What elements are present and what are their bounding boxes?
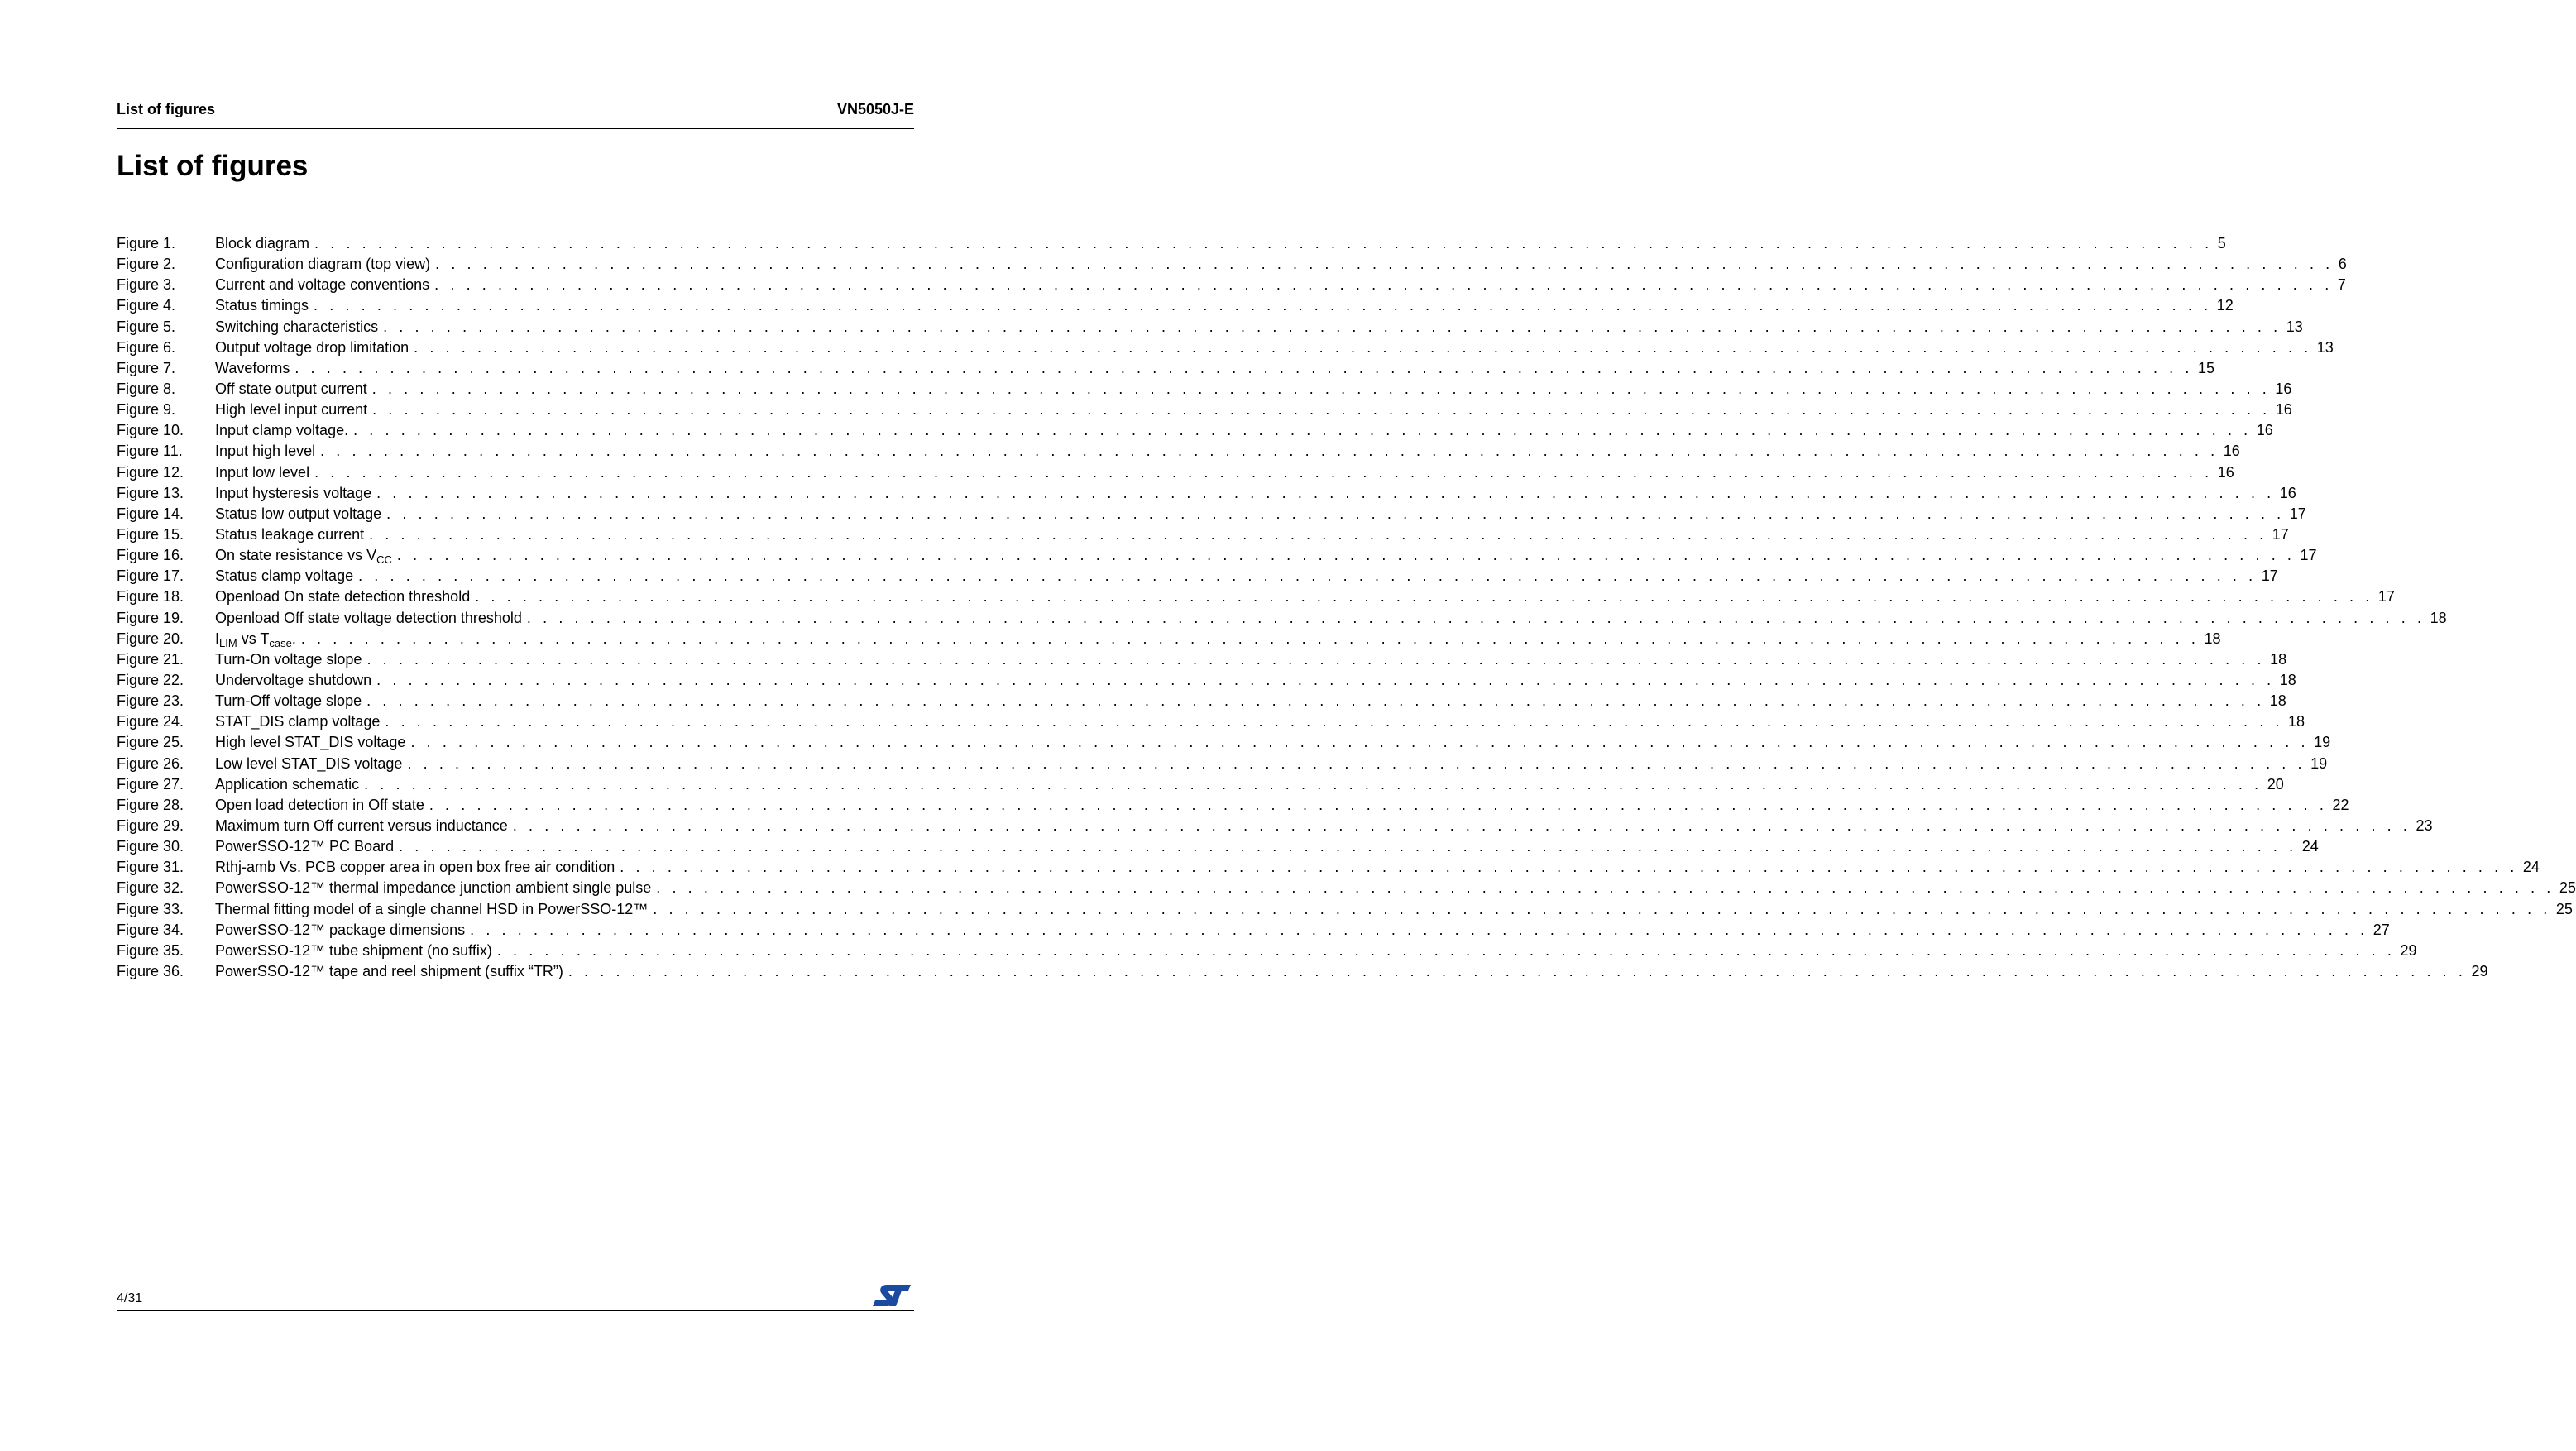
figure-entry: [215, 317, 2303, 338]
dot-leader: . . . . . . . . . . . . . . . . . . . . . . . . . . . . . . . . . . . . . . . . . . . . . . . . . . . . . . . . . . . . . . . . . . . . . . . . . . . . . . . . . . . . . . . . . . . . . . . . . . . . . . . . . . . . . . . . . . . . . . . .: [567, 962, 2467, 979]
figure-entry: [215, 899, 2573, 920]
figure-title[interactable]: [215, 233, 309, 254]
figure-list-item[interactable]: [117, 649, 2287, 670]
figure-title[interactable]: [215, 878, 651, 898]
figure-title[interactable]: [215, 836, 394, 857]
figure-number: Figure 19.: [117, 609, 184, 626]
figure-title[interactable]: [215, 587, 470, 607]
dot-leader: . . . . . . . . . . . . . . . . . . . . . . . . . . . . . . . . . . . . . . . . . . . . . . . . . . . . . . . . . . . . . . . . . . . . . . . . . . . . . . . . . . . . . . . . . . . . . . . . . . . . . . . . . . . . . . . . . . . . . . . .: [314, 297, 2212, 314]
figure-page-number[interactable]: 24: [2522, 859, 2540, 876]
figure-title[interactable]: [215, 400, 367, 420]
figure-page-number[interactable]: 27: [2373, 921, 2390, 938]
figure-number: Figure 13.: [117, 484, 184, 501]
figure-entry: [215, 836, 2319, 857]
figure-title-text: I: [215, 630, 220, 647]
figure-title-text: Input hysteresis voltage: [215, 484, 372, 501]
figure-page-number[interactable]: 12: [2216, 297, 2234, 314]
figure-page-number[interactable]: 16: [2217, 463, 2234, 481]
dot-leader: . . . . . . . . . . . . . . . . . . . . . . . . . . . . . . . . . . . . . . . . . . . . . . . . . . . . . . . . . . . . . . . . . . . . . . . . . . . . . . . . . . . . . . . . . . . . . . . . . . . . . . . . . . . . . . . . . . . . . . . .: [314, 463, 2213, 481]
figure-title-text: Status leakage current: [215, 525, 365, 543]
dot-leader: . . . . . . . . . . . . . . . . . . . . . . . . . . . . . . . . . . . . . . . . . . . . . . . . . . . . . . . . . . . . . . . . . . . . . . . . . . . . . . . . . . . . . . . . . . . . . . . . . . . . . . . . . . . . . . . . . . . . . . . .: [429, 796, 2328, 813]
figure-entry: [215, 233, 2226, 254]
figure-title-text: Status timings: [215, 297, 309, 314]
figure-list-item[interactable]: [117, 317, 2303, 338]
figure-title[interactable]: [215, 608, 522, 629]
figure-entry: [215, 795, 2349, 816]
figure-list-item[interactable]: [117, 670, 2296, 691]
dot-leader: . . . . . . . . . . . . . . . . . . . . . . . . . . . . . . . . . . . . . . . . . . . . . . . . . . . . . . . . . . . . . . . . . . . . . . . . . . . . . . . . . . . . . . . . . . . . . . . . . . . . . . . . . . . . . . . . . . . . . . . .: [475, 588, 2373, 606]
figure-title-text: .: [291, 630, 296, 647]
figure-list-item[interactable]: [117, 254, 2347, 275]
figure-list-item[interactable]: [117, 545, 2317, 567]
figure-list-item[interactable]: [117, 795, 2349, 816]
figure-title[interactable]: [215, 317, 378, 338]
figure-title-text: PowerSSO-12™ tube shipment (no suffix): [215, 941, 492, 959]
figure-title[interactable]: [215, 338, 409, 358]
figure-list-item[interactable]: [117, 275, 2346, 295]
figure-title[interactable]: [215, 754, 402, 774]
dot-leader: . . . . . . . . . . . . . . . . . . . . . . . . . . . . . . . . . . . . . . . . . . . . . . . . . . . . . . . . . . . . . . . . . . . . . . . . . . . . . . . . . . . . . . . . . . . . . . . . . . . . . . . . . . . . . . . . . . . . . . . .: [653, 900, 2551, 917]
figure-list-item[interactable]: [117, 961, 2488, 982]
figure-title-text: PowerSSO-12™ tape and reel shipment (suffix “TR”): [215, 962, 563, 979]
figure-title[interactable]: [215, 629, 296, 649]
figure-title-text: High level input current: [215, 401, 368, 419]
figure-entry: [215, 295, 2234, 316]
figure-entry: [215, 254, 2347, 275]
figure-entry: [215, 566, 2278, 587]
figure-title-subscript: case: [269, 636, 292, 649]
dot-leader: . . . . . . . . . . . . . . . . . . . . . . . . . . . . . . . . . . . . . . . . . . . . . . . . . . . . . . . . . . . . . . . . . . . . . . . . . . . . . . . . . . . . . . . . . . . . . . . . . . . . . . . . . . . . . . . . . . . . . . . .: [369, 525, 2267, 543]
figure-list-item[interactable]: [117, 566, 2278, 587]
figure-entry: [215, 524, 2289, 545]
figure-title-text: PowerSSO-12™ thermal impedance junction ambient single pulse: [215, 879, 652, 897]
figure-title-text: On state resistance vs V: [215, 547, 377, 564]
dot-leader: . . . . . . . . . . . . . . . . . . . . . . . . . . . . . . . . . . . . . . . . . . . . . . . . . . . . . . . . . . . . . . . . . . . . . . . . . . . . . . . . . . . . . . . . . . . . . . . . . . . . . . . . . . . . . . . . . . . . . . . .: [366, 650, 2266, 668]
figure-number: Figure 30.: [117, 838, 184, 855]
figure-entry: [215, 504, 2306, 524]
figure-page-number[interactable]: 6: [2338, 256, 2347, 273]
dot-leader: . . . . . . . . . . . . . . . . . . . . . . . . . . . . . . . . . . . . . . . . . . . . . . . . . . . . . . . . . . . . . . . . . . . . . . . . . . . . . . . . . . . . . . . . . . . . . . . . . . . . . . . . . . . . . . . . . . . . . . . .: [496, 941, 2396, 959]
figure-page-number[interactable]: 18: [2430, 609, 2447, 626]
figure-list-item[interactable]: [117, 587, 2395, 607]
figure-title[interactable]: [215, 816, 508, 836]
figure-list-item[interactable]: [117, 857, 2540, 878]
dot-leader: . . . . . . . . . . . . . . . . . . . . . . . . . . . . . . . . . . . . . . . . . . . . . . . . . . . . . . . . . . . . . . . . . . . . . . . . . . . . . . . . . . . . . . . . . . . . . . . . . . . . . . . . . . . . . . . . . . . . . . . .: [396, 547, 2296, 564]
figure-entry: [215, 649, 2287, 670]
figure-page-number[interactable]: 17: [2289, 505, 2306, 522]
figure-number: Figure 29.: [117, 816, 184, 834]
figure-page-number[interactable]: 16: [2256, 422, 2273, 439]
figure-title[interactable]: [215, 295, 309, 316]
figure-page-number[interactable]: 23: [2416, 816, 2433, 834]
figure-number: Figure 34.: [117, 921, 184, 938]
page-title: List of figures: [117, 150, 309, 182]
figure-number: Figure 8.: [117, 380, 176, 397]
figure-list-item[interactable]: [117, 441, 2240, 462]
figure-entry: [215, 629, 2221, 649]
dot-leader: . . . . . . . . . . . . . . . . . . . . . . . . . . . . . . . . . . . . . . . . . . . . . . . . . . . . . . . . . . . . . . . . . . . . . . . . . . . . . . . . . . . . . . . . . . . . . . . . . . . . . . . . . . . . . . . . . . . . . . . .: [434, 276, 2333, 294]
figure-list-item[interactable]: [117, 732, 2331, 753]
figure-page-number[interactable]: 16: [2279, 484, 2296, 501]
figure-entry: [215, 545, 2317, 567]
figure-title-text: Status clamp voltage: [215, 567, 354, 585]
figure-number: Figure 11.: [117, 443, 183, 460]
figure-list-item[interactable]: [117, 338, 2334, 358]
figure-entry: [215, 400, 2292, 420]
figure-title[interactable]: [215, 275, 429, 295]
figure-page-number[interactable]: 20: [2267, 775, 2284, 793]
figure-title-text: Block diagram: [215, 235, 310, 251]
figure-number: Figure 1.: [117, 235, 176, 251]
figure-title-text: Off state output current: [215, 380, 367, 397]
figure-number: Figure 25.: [117, 734, 184, 751]
figure-list-item[interactable]: [117, 711, 2305, 732]
figure-title[interactable]: [215, 462, 309, 483]
figure-title[interactable]: [215, 774, 359, 795]
figure-page-number[interactable]: 18: [2270, 650, 2287, 668]
figure-title-text: High level STAT_DIS voltage: [215, 734, 406, 751]
figure-number: Figure 32.: [117, 879, 184, 897]
figure-title[interactable]: [215, 649, 362, 670]
figure-entry: [215, 483, 2296, 504]
dot-leader: . . . . . . . . . . . . . . . . . . . . . . . . . . . . . . . . . . . . . . . . . . . . . . . . . . . . . . . . . . . . . . . . . . . . . . . . . . . . . . . . . . . . . . . . . . . . . . . . . . . . . . . . . . . . . . . . . . . . . . . .: [386, 505, 2285, 522]
figure-entry: [215, 732, 2331, 753]
figure-title-text: Switching characteristics: [215, 318, 379, 335]
figure-entry: [215, 670, 2296, 691]
figure-page-number[interactable]: 18: [2279, 671, 2296, 688]
figure-list-item[interactable]: [117, 462, 2234, 483]
figure-entry: [215, 587, 2395, 607]
figure-number: Figure 12.: [117, 463, 184, 481]
dot-leader: . . . . . . . . . . . . . . . . . . . . . . . . . . . . . . . . . . . . . . . . . . . . . . . . . . . . . . . . . . . . . . . . . . . . . . . . . . . . . . . . . . . . . . . . . . . . . . . . . . . . . . . . . . . . . . . . . . . . . . . .: [376, 671, 2275, 688]
dot-leader: . . . . . . . . . . . . . . . . . . . . . . . . . . . . . . . . . . . . . . . . . . . . . . . . . . . . . . . . . . . . . . . . . . . . . . . . . . . . . . . . . . . . . . . . . . . . . . . . . . . . . . . . . . . . . . . . . . . . . . . .: [300, 630, 2200, 647]
figure-number: Figure 17.: [117, 567, 184, 585]
dot-leader: . . . . . . . . . . . . . . . . . . . . . . . . . . . . . . . . . . . . . . . . . . . . . . . . . . . . . . . . . . . . . . . . . . . . . . . . . . . . . . . . . . . . . . . . . . . . . . . . . . . . . . . . . . . . . . . . . . . . . . . .: [526, 609, 2425, 626]
figure-number: Figure 10.: [117, 422, 184, 439]
figure-page-number[interactable]: 18: [2288, 713, 2305, 730]
figure-page-number[interactable]: 22: [2332, 796, 2349, 813]
page-footer: [117, 1286, 914, 1311]
figure-page-number[interactable]: 5: [2217, 235, 2226, 251]
figure-number: Figure 33.: [117, 900, 184, 917]
figure-list-item[interactable]: [117, 504, 2306, 524]
figure-number: Figure 15.: [117, 525, 184, 543]
figure-list-item[interactable]: [117, 899, 2573, 920]
dot-leader: . . . . . . . . . . . . . . . . . . . . . . . . . . . . . . . . . . . . . . . . . . . . . . . . . . . . . . . . . . . . . . . . . . . . . . . . . . . . . . . . . . . . . . . . . . . . . . . . . . . . . . . . . . . . . . . . . . . . . . . .: [410, 734, 2310, 751]
figure-number: Figure 4.: [117, 297, 176, 314]
figure-title[interactable]: [215, 566, 353, 587]
figure-number: Figure 3.: [117, 276, 176, 294]
figure-title-text: Input high level: [215, 443, 316, 460]
figure-page-number[interactable]: 19: [2314, 734, 2331, 751]
figure-list-item[interactable]: [117, 754, 2328, 774]
figure-list-item[interactable]: [117, 483, 2296, 504]
figure-list-item[interactable]: [117, 691, 2286, 711]
figure-entry: [215, 608, 2447, 629]
figure-title-text: Openload Off state voltage detection threshold: [215, 609, 522, 626]
figure-number: Figure 26.: [117, 754, 184, 772]
figure-title[interactable]: [215, 483, 371, 504]
figure-title[interactable]: [215, 711, 380, 732]
dot-leader: . . . . . . . . . . . . . . . . . . . . . . . . . . . . . . . . . . . . . . . . . . . . . . . . . . . . . . . . . . . . . . . . . . . . . . . . . . . . . . . . . . . . . . . . . . . . . . . . . . . . . . . . . . . . . . . . . . . . . . . .: [385, 713, 2284, 730]
figure-list-item[interactable]: [117, 524, 2289, 545]
figure-list-item[interactable]: [117, 629, 2221, 649]
figure-list-item[interactable]: [117, 920, 2390, 941]
figure-entry: [215, 711, 2305, 732]
figure-title[interactable]: [215, 899, 648, 920]
figure-number: Figure 18.: [117, 588, 184, 606]
header-doc-id: VN5050J-E: [836, 101, 914, 117]
figure-number: Figure 36.: [117, 962, 184, 979]
dot-leader: . . . . . . . . . . . . . . . . . . . . . . . . . . . . . . . . . . . . . . . . . . . . . . . . . . . . . . . . . . . . . . . . . . . . . . . . . . . . . . . . . . . . . . . . . . . . . . . . . . . . . . . . . . . . . . . . . . . . . . . .: [399, 838, 2297, 855]
figure-title-subscript: CC: [376, 553, 392, 567]
figure-title-text: Current and voltage conventions: [215, 276, 430, 294]
figure-number: Figure 14.: [117, 505, 184, 522]
figure-title[interactable]: [215, 857, 615, 878]
figure-title[interactable]: [215, 254, 430, 275]
figure-entry: [215, 379, 2292, 400]
dot-leader: . . . . . . . . . . . . . . . . . . . . . . . . . . . . . . . . . . . . . . . . . . . . . . . . . . . . . . . . . . . . . . . . . . . . . . . . . . . . . . . . . . . . . . . . . . . . . . . . . . . . . . . . . . . . . . . . . . . . . . . .: [435, 256, 2334, 273]
figure-page-number[interactable]: 18: [2269, 692, 2286, 710]
figure-number: Figure 23.: [117, 692, 184, 710]
figure-title[interactable]: [215, 420, 348, 441]
figure-title[interactable]: [215, 920, 465, 941]
dot-leader: . . . . . . . . . . . . . . . . . . . . . . . . . . . . . . . . . . . . . . . . . . . . . . . . . . . . . . . . . . . . . . . . . . . . . . . . . . . . . . . . . . . . . . . . . . . . . . . . . . . . . . . . . . . . . . . . . . . . . . . .: [366, 692, 2265, 710]
figure-page-number[interactable]: 13: [2286, 318, 2303, 335]
figure-number: Figure 22.: [117, 671, 184, 688]
header-section-title: List of figures: [117, 101, 216, 117]
figure-title[interactable]: [215, 379, 367, 400]
figure-page-number[interactable]: 18: [2204, 630, 2221, 647]
figure-entry: [215, 275, 2346, 295]
figure-number: Figure 9.: [117, 401, 176, 419]
figure-entry: [215, 878, 2576, 898]
dot-leader: . . . . . . . . . . . . . . . . . . . . . . . . . . . . . . . . . . . . . . . . . . . . . . . . . . . . . . . . . . . . . . . . . . . . . . . . . . . . . . . . . . . . . . . . . . . . . . . . . . . . . . . . . . . . . . . . . . . . . . . .: [353, 422, 2252, 439]
figure-title-text: Undervoltage shutdown: [215, 671, 372, 688]
figure-page-number[interactable]: 7: [2337, 276, 2346, 294]
figure-number: Figure 35.: [117, 941, 184, 959]
figure-title[interactable]: [215, 504, 381, 524]
figure-title-text: Configuration diagram (top view): [215, 256, 431, 273]
figure-page-number[interactable]: 19: [2310, 754, 2328, 772]
figure-entry: [215, 441, 2240, 462]
figure-title-text: Maximum turn Off current versus inductance: [215, 816, 508, 834]
figure-list-item[interactable]: [117, 358, 2215, 379]
figure-title[interactable]: [215, 795, 424, 816]
figure-title[interactable]: [215, 691, 362, 711]
figure-title-subscript: LIM: [219, 636, 237, 649]
figure-title[interactable]: [215, 441, 315, 462]
figure-title-text: PowerSSO-12™ PC Board: [215, 838, 395, 855]
figure-title[interactable]: [215, 358, 290, 379]
figure-page-number[interactable]: 16: [2275, 380, 2292, 397]
dot-leader: . . . . . . . . . . . . . . . . . . . . . . . . . . . . . . . . . . . . . . . . . . . . . . . . . . . . . . . . . . . . . . . . . . . . . . . . . . . . . . . . . . . . . . . . . . . . . . . . . . . . . . . . . . . . . . . . . . . . . . . .: [314, 235, 2213, 251]
figure-entry: [215, 816, 2433, 836]
figure-entry: [215, 691, 2286, 711]
dot-leader: . . . . . . . . . . . . . . . . . . . . . . . . . . . . . . . . . . . . . . . . . . . . . . . . . . . . . . . . . . . . . . . . . . . . . . . . . . . . . . . . . . . . . . . . . . . . . . . . . . . . . . . . . . . . . . . . . . . . . . . .: [358, 567, 2257, 585]
figure-entry: [215, 462, 2234, 483]
dot-leader: . . . . . . . . . . . . . . . . . . . . . . . . . . . . . . . . . . . . . . . . . . . . . . . . . . . . . . . . . . . . . . . . . . . . . . . . . . . . . . . . . . . . . . . . . . . . . . . . . . . . . . . . . . . . . . . . . . . . . . . .: [470, 921, 2368, 938]
figure-page-number[interactable]: 16: [2275, 401, 2292, 419]
figure-title-text: Status low output voltage: [215, 505, 382, 522]
figure-page-number[interactable]: 25: [2559, 879, 2576, 897]
figure-title-text: Input low level: [215, 463, 310, 481]
figure-list-item[interactable]: [117, 941, 2417, 961]
dot-leader: . . . . . . . . . . . . . . . . . . . . . . . . . . . . . . . . . . . . . . . . . . . . . . . . . . . . . . . . . . . . . . . . . . . . . . . . . . . . . . . . . . . . . . . . . . . . . . . . . . . . . . . . . . . . . . . . . . . . . . . .: [372, 401, 2271, 419]
figure-title-text: STAT_DIS clamp voltage: [215, 713, 381, 730]
dot-leader: . . . . . . . . . . . . . . . . . . . . . . . . . . . . . . . . . . . . . . . . . . . . . . . . . . . . . . . . . . . . . . . . . . . . . . . . . . . . . . . . . . . . . . . . . . . . . . . . . . . . . . . . . . . . . . . . . . . . . . . .: [407, 754, 2306, 772]
figure-page-number[interactable]: 17: [2377, 588, 2395, 606]
dot-leader: . . . . . . . . . . . . . . . . . . . . . . . . . . . . . . . . . . . . . . . . . . . . . . . . . . . . . . . . . . . . . . . . . . . . . . . . . . . . . . . . . . . . . . . . . . . . . . . . . . . . . . . . . . . . . . . . . . . . . . . .: [320, 443, 2219, 460]
dot-leader: . . . . . . . . . . . . . . . . . . . . . . . . . . . . . . . . . . . . . . . . . . . . . . . . . . . . . . . . . . . . . . . . . . . . . . . . . . . . . . . . . . . . . . . . . . . . . . . . . . . . . . . . . . . . . . . . . . . . . . . .: [620, 859, 2518, 876]
figure-page-number[interactable]: 29: [2471, 962, 2488, 979]
figure-number: Figure 6.: [117, 338, 176, 356]
figure-number: Figure 21.: [117, 650, 184, 668]
figure-title[interactable]: [215, 670, 371, 691]
figure-page-number[interactable]: 17: [2300, 547, 2317, 564]
figure-entry: [215, 420, 2273, 441]
figure-page-number[interactable]: 13: [2316, 338, 2334, 356]
figure-page-number[interactable]: 25: [2555, 900, 2573, 917]
figure-list-item[interactable]: [117, 836, 2319, 857]
figure-list-item[interactable]: [117, 233, 2226, 254]
figure-number: Figure 20.: [117, 630, 184, 647]
figure-entry: [215, 338, 2334, 358]
figure-list-item[interactable]: [117, 774, 2284, 795]
figure-number: Figure 7.: [117, 359, 176, 376]
figure-page-number[interactable]: 15: [2197, 359, 2215, 376]
dot-leader: . . . . . . . . . . . . . . . . . . . . . . . . . . . . . . . . . . . . . . . . . . . . . . . . . . . . . . . . . . . . . . . . . . . . . . . . . . . . . . . . . . . . . . . . . . . . . . . . . . . . . . . . . . . . . . . . . . . . . . . .: [371, 380, 2271, 397]
figure-list-item[interactable]: [117, 816, 2433, 836]
figure-list-item[interactable]: [117, 295, 2234, 316]
figure-title-text: Output voltage drop limitation: [215, 338, 409, 356]
figure-title-text: Openload On state detection threshold: [215, 588, 471, 606]
figure-title-text: Input clamp voltage.: [215, 422, 349, 439]
figure-title-text: Rthj-amb Vs. PCB copper area in open box free air condition: [215, 859, 615, 876]
figure-page-number[interactable]: 16: [2223, 443, 2240, 460]
figure-list-item[interactable]: [117, 608, 2447, 629]
figure-title[interactable]: [215, 961, 563, 982]
figure-entry: [215, 358, 2215, 379]
figure-page-number[interactable]: 17: [2261, 567, 2278, 585]
figure-title-text: Low level STAT_DIS voltage: [215, 754, 403, 772]
figure-entry: [215, 774, 2284, 795]
st-logo-icon: [871, 1283, 912, 1308]
figure-title-text: Waveforms: [215, 359, 290, 376]
figure-entry: [215, 754, 2328, 774]
figure-list: [117, 233, 2576, 982]
figure-entry: [215, 857, 2540, 878]
figure-title-text: Open load detection in Off state: [215, 796, 424, 813]
footer-page-number: 4/31: [117, 1291, 143, 1305]
page-header: [117, 99, 914, 129]
figure-title-text: vs T: [237, 630, 270, 647]
figure-number: Figure 28.: [117, 796, 184, 813]
figure-title[interactable]: [215, 941, 492, 961]
dot-leader: . . . . . . . . . . . . . . . . . . . . . . . . . . . . . . . . . . . . . . . . . . . . . . . . . . . . . . . . . . . . . . . . . . . . . . . . . . . . . . . . . . . . . . . . . . . . . . . . . . . . . . . . . . . . . . . . . . . . . . . .: [376, 484, 2275, 501]
figure-number: Figure 31.: [117, 859, 184, 876]
figure-title-text: Application schematic: [215, 775, 360, 793]
figure-number: Figure 24.: [117, 713, 184, 730]
figure-title[interactable]: [215, 545, 392, 566]
figure-entry: [215, 941, 2417, 961]
figure-page-number[interactable]: 29: [2400, 941, 2417, 959]
figure-number: Figure 5.: [117, 318, 176, 335]
figure-number: Figure 16.: [117, 547, 184, 564]
figure-number: Figure 2.: [117, 256, 176, 273]
dot-leader: . . . . . . . . . . . . . . . . . . . . . . . . . . . . . . . . . . . . . . . . . . . . . . . . . . . . . . . . . . . . . . . . . . . . . . . . . . . . . . . . . . . . . . . . . . . . . . . . . . . . . . . . . . . . . . . . . . . . . . . .: [364, 775, 2262, 793]
dot-leader: . . . . . . . . . . . . . . . . . . . . . . . . . . . . . . . . . . . . . . . . . . . . . . . . . . . . . . . . . . . . . . . . . . . . . . . . . . . . . . . . . . . . . . . . . . . . . . . . . . . . . . . . . . . . . . . . . . . . . . . .: [656, 879, 2554, 897]
dot-leader: . . . . . . . . . . . . . . . . . . . . . . . . . . . . . . . . . . . . . . . . . . . . . . . . . . . . . . . . . . . . . . . . . . . . . . . . . . . . . . . . . . . . . . . . . . . . . . . . . . . . . . . . . . . . . . . . . . . . . . . .: [383, 318, 2282, 335]
figure-list-item[interactable]: [117, 379, 2292, 400]
dot-leader: . . . . . . . . . . . . . . . . . . . . . . . . . . . . . . . . . . . . . . . . . . . . . . . . . . . . . . . . . . . . . . . . . . . . . . . . . . . . . . . . . . . . . . . . . . . . . . . . . . . . . . . . . . . . . . . . . . . . . . . .: [414, 338, 2312, 356]
figure-list-item[interactable]: [117, 878, 2576, 898]
figure-title[interactable]: [215, 524, 364, 545]
figure-list-item[interactable]: [117, 400, 2292, 420]
dot-leader: . . . . . . . . . . . . . . . . . . . . . . . . . . . . . . . . . . . . . . . . . . . . . . . . . . . . . . . . . . . . . . . . . . . . . . . . . . . . . . . . . . . . . . . . . . . . . . . . . . . . . . . . . . . . . . . . . . . . . . . .: [512, 816, 2411, 834]
figure-title[interactable]: [215, 732, 405, 753]
figure-title-text: Thermal fitting model of a single channel HSD in PowerSSO-12™: [215, 900, 649, 917]
figure-list-item[interactable]: [117, 420, 2273, 441]
figure-entry: [215, 920, 2390, 941]
figure-page-number[interactable]: 17: [2272, 525, 2289, 543]
figure-title-text: Turn-Off voltage slope: [215, 692, 362, 710]
figure-page-number[interactable]: 24: [2301, 838, 2319, 855]
dot-leader: . . . . . . . . . . . . . . . . . . . . . . . . . . . . . . . . . . . . . . . . . . . . . . . . . . . . . . . . . . . . . . . . . . . . . . . . . . . . . . . . . . . . . . . . . . . . . . . . . . . . . . . . . . . . . . . . . . . . . . . .: [294, 359, 2193, 376]
figure-title-text: PowerSSO-12™ package dimensions: [215, 921, 466, 938]
figure-entry: [215, 961, 2488, 982]
figure-title-text: Turn-On voltage slope: [215, 650, 362, 668]
figure-number: Figure 27.: [117, 775, 184, 793]
